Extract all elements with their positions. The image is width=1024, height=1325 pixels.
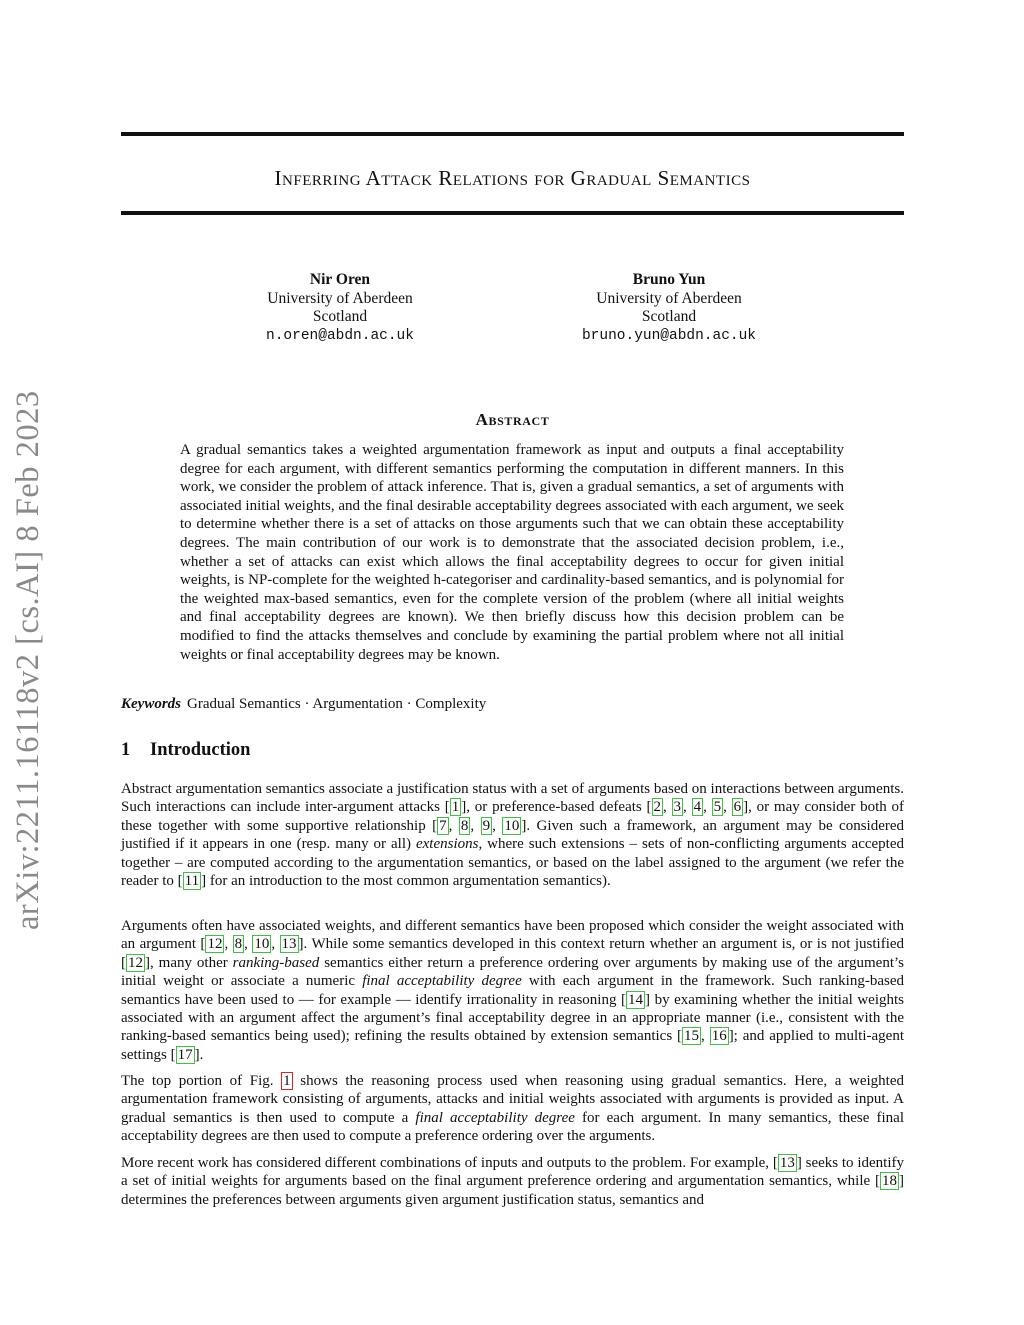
paragraph-text: ], or preference-based defeats [ <box>461 799 652 816</box>
citation-link[interactable]: 12 <box>128 954 143 971</box>
author-email[interactable]: n.oren@abdn.ac.uk <box>266 327 414 344</box>
paragraph-text: Abstract argumentation semantics associate a justification status with a set of arguments based on interactions between arguments. Such interactions can include inter-argument attacks [ <box>121 781 904 816</box>
citation-link[interactable]: 11 <box>184 873 200 890</box>
keywords-text: Gradual Semantics · Argumentation · Complexity <box>187 696 487 712</box>
body-paragraph <box>121 1072 904 1146</box>
citation-link[interactable]: 7 <box>439 817 447 834</box>
citation-link[interactable]: 13 <box>281 936 297 953</box>
paragraph-text: ] determines the preferences between arguments given argument justification status, semantics and <box>121 1173 904 1208</box>
paragraph-text: ]. <box>194 1046 204 1063</box>
paragraph-text: ] by examining whether the initial weights associated with an argument affect the argument’s final acceptability degree in an appropriate manner (i.e., consistent with the ranking-based semantics being used); refining the results obtained by extension semantics [ <box>121 991 905 1045</box>
paragraph-text: ]; and applied to multi-agent settings [ <box>121 1028 904 1063</box>
paragraph-text: ], or may consider both of these together with some supportive relationship [ <box>121 799 905 834</box>
citation-link[interactable]: 3 <box>673 799 682 816</box>
author-name: Nir Oren <box>309 271 371 288</box>
author-country: Scotland <box>641 308 697 325</box>
citation-link[interactable]: 8 <box>460 817 469 834</box>
citation-link[interactable]: 15 <box>684 1028 700 1045</box>
citation-link[interactable]: 4 <box>693 799 702 816</box>
emphasis-text: ranking-based <box>232 954 320 971</box>
paragraph-text: , where such extensions – sets of non-conflicting arguments accepted together – are computed according to the argumentation semantics, or based on the label assigned to the argument (we refer the reader to [ <box>121 836 904 890</box>
author-block <box>519 271 819 345</box>
citation-link[interactable]: 18 <box>882 1173 897 1190</box>
emphasis-text: final acceptability degree <box>415 1109 575 1126</box>
paragraph-text: ], many other <box>145 954 233 971</box>
section-number: 1 <box>121 740 131 760</box>
citation-link[interactable]: 1 <box>451 799 460 816</box>
author-block <box>190 271 490 345</box>
figure-reference-link[interactable]: 1 <box>283 1073 291 1089</box>
paper-title: Inferring Attack Relations for Gradual Semantics <box>274 166 751 190</box>
body-paragraph <box>121 1154 904 1209</box>
citation-link[interactable]: 8 <box>234 936 243 953</box>
paragraph-text: ]. While some semantics developed in this context return whether an argument is, or is not justified [ <box>121 936 905 971</box>
title-top-rule <box>121 132 904 136</box>
title-bottom-rule <box>121 211 904 215</box>
keywords-line <box>121 695 904 714</box>
citation-link[interactable]: 10 <box>504 817 520 834</box>
author-affiliation: University of Aberdeen <box>596 289 742 307</box>
citation-link[interactable]: 13 <box>779 1155 795 1171</box>
abstract-heading: Abstract <box>475 410 550 429</box>
author-country: Scotland <box>312 308 368 325</box>
author-affiliation: University of Aberdeen <box>267 289 413 307</box>
abstract-body: A gradual semantics takes a weighted argumentation framework as input and outputs a final acceptability degree for each argument, with different semantics performing the computation in different manners. In this work, we consider the problem of attack inference. That is, given a gradual semantics, a set of arguments with associated initial weights, and the final desirable acceptability degrees associated with each argument, we seek to determine whether there is a set of attacks on those arguments such that we can obtain these acceptability degrees. The main contribution of our work is to demonstrate that the associated decision problem, i.e., whether a set of attacks can exist which allows the final acceptability degrees to occur for given initial weights, is NP-complete for the weighted h-categoriser and cardinality-based semantics, and is polynomial for the weighted max-based semantics, even for the complete version of the problem (where all initial weights and final acceptability degrees are known). We then briefly discuss how this decision problem can be modified to find the attacks themselves and conclude by examining the partial problem where not all initial weights or final acceptability degrees may be known. <box>180 442 844 663</box>
author-name: Bruno Yun <box>632 271 706 288</box>
emphasis-text: final acceptability degree <box>362 973 522 990</box>
citation-link[interactable]: 12 <box>207 936 223 953</box>
paragraph-text: Arguments often have associated weights, and different semantics have been proposed which consider the weight associated with an argument [ <box>121 918 904 953</box>
section-title: Introduction <box>150 740 251 760</box>
emphasis-text: extensions <box>415 836 479 853</box>
author-email[interactable]: bruno.yun@abdn.ac.uk <box>581 327 757 344</box>
citation-link[interactable]: 17 <box>177 1046 193 1063</box>
paragraph-text: with each argument in the framework. Such ranking-based semantics have been used to — for example — identify irrationality in reasoning [ <box>121 973 904 1008</box>
citation-link[interactable]: 5 <box>713 799 722 816</box>
keywords-label: Keywords <box>121 696 181 712</box>
paragraph-text: semantics either return a preference ordering over arguments by making use of the argument’s initial weight or associate a numeric <box>121 954 904 990</box>
paragraph-text: ] for an introduction to the most common argumentation semantics). <box>201 873 611 890</box>
body-paragraph: Abstract argumentation semantics associate a justification status with a set of arguments based on interactions between arguments. Such interactions can include inter-argument attacks [ 1 ], or preference-based defeats [ 2 , 3 , 4 , 5 , 6 ], or may consider both of these together with some supportive relationship [ 7 , 8 , 9 , 10 ]. Given such a framework, an argument may be considered justified if it appears in one (resp. many or all) extensions, where such extensions – sets of non-conflicting arguments accepted together – are computed according to the argumentation semantics, or based on the label assigned to the argument (we refer the reader to [ 11 ] for an introduction to the most common argumentation semantics). <box>121 781 905 890</box>
arxiv-identifier-stamp: arXiv:2211.16118v2 [cs.AI] 8 Feb 2023 <box>10 390 46 930</box>
paragraph-text: ]. Given such a framework, an argument may be considered justified if it appears in one (resp. many or all) <box>121 817 905 853</box>
citation-link[interactable]: 9 <box>482 817 491 834</box>
citation-link[interactable]: 6 <box>733 799 742 816</box>
citation-link[interactable]: 16 <box>711 1028 727 1045</box>
citation-link[interactable]: 10 <box>254 936 270 953</box>
paragraph-text: shows the reasoning process used when reasoning using gradual semantics. Here, a weighted argumentation framework consisting of arguments, attacks and initial weights associated with arguments is provided as input. A gradual semantics is then used to compute a <box>121 1073 904 1126</box>
paragraph-text: ] seeks to identify a set of initial weights for arguments based on the final argument preference ordering and argumentation semantics, while [ <box>121 1155 904 1190</box>
citation-link[interactable]: 14 <box>628 991 644 1008</box>
paragraph-text: for each argument. In many semantics, these final acceptability degrees are then used to compute a preference ordering over the arguments. <box>121 1109 905 1145</box>
body-paragraph: Arguments often have associated weights, and different semantics have been proposed which consider the weight associated with an argument [ 12 , 8 , 10 , 13 ]. While some semantics developed in this context return whether an argument is, or is not justified [ 12 ], many other ranking-based semantics either return a preference ordering over arguments by making use of the argument’s initial weight or associate a numeric final acceptability degree with each argument in the framework. Such ranking-based semantics have been used to — for example — identify irrationality in reasoning [ 14 ] by examining whether the initial weights associated with an argument affect the argument’s final acceptability degree in an appropriate manner (i.e., consistent with the ranking-based semantics being used); refining the results obtained by extension semantics [ 15 , 16 ]; and applied to multi-agent settings [ 17 ]. <box>121 918 905 1063</box>
section-heading <box>121 738 904 762</box>
citation-link[interactable]: 2 <box>653 799 662 816</box>
paragraph-text: The top portion of Fig. <box>121 1073 282 1089</box>
paragraph-text: More recent work has considered different combinations of inputs and outputs to the problem. For example, [ <box>121 1155 778 1171</box>
